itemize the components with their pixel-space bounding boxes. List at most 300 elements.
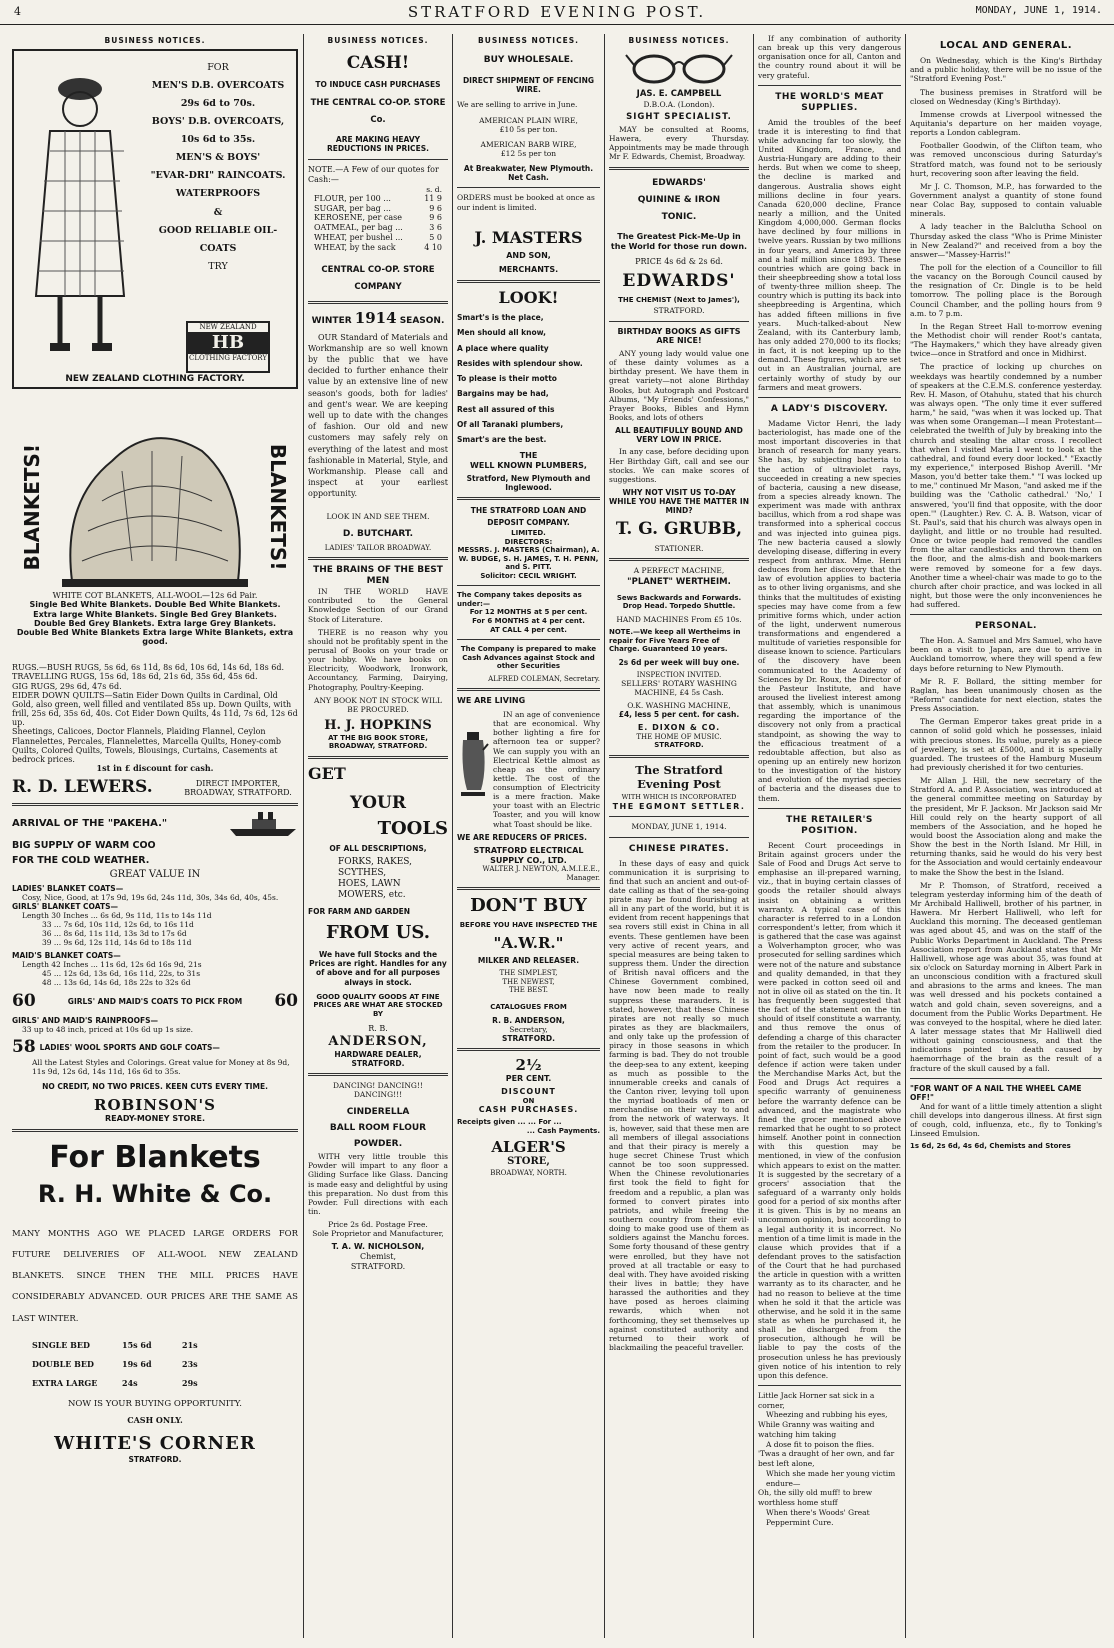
rugs-line: TRAVELLING RUGS, 15s 6d, 18s 6d, 21s 6d, 35s 6d, 45s 6d. (12, 672, 258, 682)
personal-item: Mr Allan J. Hill, the new secretary of the Stratford A. and P. Association, was introduced at the general committee meeting on Saturday by the president, Mr F. Jackson. Mr Jackson said Mr Hill could rely on the hearty support of all members of the Association, and he hoped he would boost the Association along and make the Show the best in the North Island. Mr Hill, in returning thanks, said he would do his very best for the Association and would certainly endeavour to make the Show the best in the Island. (910, 776, 1102, 877)
dixon-firm: E. DIXON & CO. (637, 722, 721, 732)
quote-item: KEROSENE, per case (314, 213, 402, 223)
article-body: Madame Victor Henri, the lady bacteriologist, has made one of the most important discoveries in that branch of research for many years. She has, by subjecting bacteria to the action of ultraviolet rays, succeeded in creating a new species of bacteria, causing a new disease, from a species already known. The experiment was made with anthrax bacillus, which from a rod shape was transformed into a spherical coccus and was injected into guinea pigs. The new bacteria caused a slowly developing disease, differing in every respect from anthrax. Mme. Henri deduces from her discovery that the law of evolution applies to bacteria as to other living organisms, and she thinks that the multitudes of existing species may have come from a few primitive forms which, under action of the light, underwent numerous transformations and engendered a multitude of varieties responsible for disease known to science. Particulars of the discovery have been communicated to the Academy of Sciences by Dr. Roux, the Director of the Pasteur Institute, and have aroused the liveliest interest among that assembly, which is unanimous regarding the importance of the discovery not only from a practical standpoint, as showing the way to the efficacious treatment of a redoubtable affection, but also as opening up an entirely new horizon to the investigation of the history and evolution of the myriad species of bacteria and the diseases due to them. (758, 418, 901, 803)
quote-note: NOTE.—A Few of our quotes for Cash:— (308, 165, 439, 185)
edwards-town: STRATFORD. (653, 306, 705, 316)
column-1 (12, 34, 298, 1638)
hopkins-firm: H. J. HOPKINS (324, 717, 432, 733)
local-item: Mr J. C. Thomson, M.P., has forwarded to the Government analyst a quantity of stone found near Colac Bay, supposed to contain valuable minerals. (910, 181, 1102, 219)
ball-room-flour: BALL ROOM FLOUR (329, 1122, 427, 1133)
ad-line: 29s 6d to 70s. (180, 98, 256, 110)
sports-detail: All the Latest Styles and Colorings. Great value for Money at 8s 9d, 11s 9d, 12s 6d, 14s 11d, 16s 6d to 35s. (32, 1058, 290, 1077)
verse-line: Which she made her young victim endure— (766, 1468, 896, 1488)
perfect-machine: A PERFECT MACHINE, (633, 566, 725, 576)
chinese-pirates-article (609, 844, 749, 1353)
ok-washer: O.K. WASHING MACHINE, (627, 700, 731, 710)
hopkins-p2: THERE is no reason why you should not be profitably spent in the perusal of Books on your trade or your hobby. We have books on Electricity, Woodwork, Ironwork, Accountancy, Farming, Dairying, Photography, Poultry-Keeping. (308, 627, 448, 692)
sight-specialist: SIGHT SPECIALIST. (626, 111, 732, 122)
column-rule (303, 34, 304, 1638)
campbell-ad (609, 49, 749, 161)
quote-price: 9 6 (429, 213, 442, 223)
planet-wertheim: "PLANET" WERTHEIM. (627, 577, 731, 588)
rotary-washer: SELLERS' ROTARY WASHING MACHINE, £4 5s Cash. (621, 679, 737, 698)
whites-corner-firm: WHITE'S CORNER (54, 1433, 256, 1455)
lewers-blankets-ad (12, 395, 298, 663)
acrostic-line: Rest all assured of this (457, 404, 555, 414)
sports-coats: LADIES' WOOL SPORTS AND GOLF COATS— (39, 1043, 220, 1053)
local-item: Immense crowds at Liverpool witnessed the Aquitania's departure on her maiden voyage, reports a London cablegram. (910, 109, 1102, 138)
hand-machines: HAND MACHINES From £5 10s. (616, 614, 742, 624)
all-descriptions: OF ALL DESCRIPTIONS, (329, 844, 427, 854)
verse-line: 'Twas a draught of her own, and far best left alone, (758, 1449, 895, 1469)
discount: DISCOUNT (501, 1086, 556, 1096)
anderson-hardware-ad (308, 764, 448, 1068)
price-line: 33 ... 7s 6d, 10s 11d, 12s 6d, to 16s 11d (42, 920, 194, 930)
simplest-newest: THE SIMPLEST, THE NEWEST, THE BEST. (499, 969, 558, 995)
farm-garden: FOR FARM AND GARDEN (308, 907, 411, 917)
price-line: Length 42 Inches ... 11s 6d, 12s 6d 16s 9d, 21s (22, 960, 202, 970)
powder: POWDER. (353, 1138, 403, 1149)
plumbers-firm: WELL KNOWN PLUMBERS, (470, 461, 587, 471)
butchart-ad (308, 309, 448, 552)
tools-word: TOOLS (377, 818, 448, 840)
selling-line: We are selling to arrive in June. (457, 100, 578, 110)
local-item: On Wednesday, which is the King's Birthday and a public holiday, there will be no issue of the "Stratford Evening Post." (910, 56, 1102, 84)
algers-firm: ALGER'S (491, 1138, 566, 1157)
local-item: In the Regan Street Hall to-morrow evening the Methodist choir will render Root's cantata, "The Haymakers," which they have already given twice—once in Stratford and once in Midhirst. (910, 321, 1102, 359)
cash-payments: ... Cash Payments. (526, 1126, 600, 1135)
column-rule (753, 34, 754, 1638)
blanket-line: Extra large White Blankets. Single Bed Grey Blankets. (33, 609, 277, 619)
ad-line: BOYS' D.B. OVERCOATS, (151, 116, 285, 128)
local-item: The practice of locking up churches on weekdays was heartily condemned by a number of speakers at the C.E.M.S. conference yesterday. Rev. H. Mason, of Otahuhu, stated that his church was always open. "The only time it ever suffered harm," he said, "was when it was locked up. That was when some Orangeman—I mean Protestant—celebrated the twelfth of July by breaking into the church and stealing the altar cross. I recollect that when I visited Maria I went to look at the cathedral, and found every door locked." "Exactly my experience," interposed Bishop Averill. "Mr Mason, you'd better take them." "I was locked up to me," continued Mr Mason, "and asked me if the building was the 'Catholic cathedral.' 'No,' I answered, 'you'll find that opposite, with the door open.'" (Laughter.) Rev. C. A. B. Watson, vicar of St. Paul's, said that his church was always open in daylight, and little or no trouble had resulted. Once or twice people had removed the candles from the altar candlesticks and thrown them on the floor, and the alms-dish and book-markers were removed by someone for a few days. Another time a wheel-chair was made to go to the church after choir practice, and was locked in all night, but those were the only inconveniences he had suffered. (910, 362, 1102, 610)
column-rule (452, 34, 453, 1638)
bed-price: 29s (182, 1378, 198, 1389)
steamship-illustration (228, 811, 298, 837)
pick-me-up: The Greatest Pick-Me-Up in the World for those run down. (610, 231, 748, 251)
quote-price: 5 0 (429, 232, 442, 242)
directors-names: MESSRS. J. MASTERS (Chairman), A. W. BUDGE, S. H. JAMES, T. H. PENN, and S. PITT. (457, 546, 600, 572)
on-word: ON (522, 1096, 535, 1105)
column-rule (604, 34, 605, 1638)
sixty-right: 60 (274, 991, 298, 1012)
grubb-body: ANY young lady would value one of these dainty volumes as a birthday present. We have them in great variety—not alone Birthday Books, but Autograph and Postcard Albums, "My Friends' Confessions," Prayer Books, Bibles and Hymn Books, and lots of others (609, 349, 749, 422)
acrostic (457, 311, 600, 447)
cash-heading: CASH! (346, 53, 410, 74)
editorial-date: MONDAY, JUNE 1, 1914. (631, 822, 727, 832)
local-general-heading: LOCAL AND GENERAL. (939, 40, 1073, 51)
column-rule (905, 34, 906, 1638)
full-stocks: We have full Stocks and the Prices are right. Handles for any of above and for all purposes always in stock. (309, 950, 447, 987)
cinderella: CINDERELLA (346, 1106, 410, 1117)
personal-item: Mr P. Thomson, of Stratford, received a telegram yesterday informing him of the death of Mr Archibald Halliwell, brother of his partner, in Hawera. Mr Herbert Halliwell, who left for Auckland this morning. The deceased gentleman was aged about 45, and was on the staff of the Public Works Department in Auckland. The Press Association report from Auckland states that Mr Halliwell, whose age was about 35, was found at six o'clock on Saturday morning in Albert Park in an unconscious condition with a fractured skull and abrasions to the arms and knees. The man was well dressed and his pockets contained a watch and gold chain, seven sovereigns, and a document from the Public Works Department. He was conveyed to the hospital, where he died later. A later message states that Mr Halliwell died without gaining consciousness, and that the indications pointed to death caused by haemorrhage of the brain as the result of a fracture of the skull caused by a fall. (910, 880, 1102, 1073)
lewers-address: DIRECT IMPORTER, BROADWAY, STRATFORD. (184, 778, 292, 798)
awr-secretary: Secretary, (509, 1024, 548, 1034)
bed-price: 19s 6d (122, 1358, 152, 1369)
personal-item: The Hon. A. Samuel and Mrs Samuel, who have been on a visit to Japan, are due to arrive in Auckland tomorrow, where they will spend a few days before returning to New Plymouth. (910, 636, 1102, 673)
local-item: Footballer Goodwin, of the Clifton team, who was removed unconscious during Saturday's Stratford match, was found not to be seriously hurt, recovering soon after leaving the field. (910, 141, 1102, 178)
ad-line: "EVAR-DRI" RAINCOATS. (150, 170, 286, 182)
incorporated-line: WITH WHICH IS INCORPORATED (621, 792, 737, 801)
quote-price: 9 6 (429, 203, 442, 213)
butchart-body: OUR Standard of Materials and Workmanship are so well known by the public that we have decided to further enhance their value by an extensive line of new season's goods, both for ladies' and gent's wear. We are keeping well up to date with the changes of fashion. Our old and new customers may safely rely on everything of the latest and most fashionable in Material, Style, and Workmanship. Please call and inspect at your earliest opportunity. (308, 332, 448, 499)
before-inspected: BEFORE YOU HAVE INSPECTED THE (459, 921, 598, 930)
acrostic-line: To please is their motto (457, 374, 557, 384)
price-line: 48 ... 13s 6d, 14s 6d, 18s 22s to 32s 6d (42, 978, 191, 988)
electrical-ad (457, 696, 600, 882)
ad-line: MEN'S D.B. OVERCOATS (151, 80, 285, 92)
price-line: 45 ... 12s 6d, 13s 6d, 16s 11d, 22s, to 31s (42, 969, 201, 979)
awr-firm: R. B. ANDERSON, (492, 1015, 565, 1025)
loan-heading: THE STRATFORD LOAN AND DEPOSIT COMPANY. (470, 506, 587, 528)
column-2 (308, 34, 448, 1638)
butchart-addr: LADIES' TAILOR BROADWAY. (324, 543, 432, 552)
central-coop-firm: CENTRAL CO-OP. STORE COMPANY (321, 265, 435, 293)
reductions-line: ARE MAKING HEAVY REDUCTIONS IN PRICES. (327, 135, 429, 154)
bed-size: EXTRA LARGE (32, 1378, 98, 1389)
blanket-line: Double Bed Grey Blankets. Extra large Grey Blankets. (34, 618, 276, 628)
quote-item: WHEAT, by the sack (314, 242, 396, 252)
cash-discount: £4, less 5 per cent. for cash. (618, 709, 740, 719)
ad-line: 10s 6d to 35s. (180, 134, 256, 146)
deposits-line: The Company takes deposits as under:— (457, 591, 582, 608)
price-line: LADIES' BLANKET COATS— (12, 884, 124, 894)
egmont-settler: THE EGMONT SETTLER. (612, 801, 746, 811)
article-heading: CHINESE PIRATES. (628, 843, 730, 854)
hopkins-sub: AT THE BIG BOOK STORE, BROADWAY, STRATFORD. (328, 733, 428, 751)
robinsons-firm: ROBINSON'S (94, 1095, 216, 1114)
robinsons-ad (12, 811, 298, 1124)
tonking-body: And for want of a little timely attention a slight chill develops into dangerous illness. At first sign of cough, cold, influenza, etc., fly to Tonking's Linseed Emulsion. (910, 1101, 1102, 1139)
edwards-heading: EDWARDS' (652, 177, 706, 188)
sixty-left: 60 (12, 991, 36, 1012)
ad-line: FOR (207, 62, 229, 74)
algers-addr: BROADWAY, NORTH. (490, 1168, 567, 1177)
quote-list (308, 194, 448, 253)
dixon-town: STRATFORD. (654, 741, 704, 750)
barb-wire: AMERICAN BARB WIRE, (480, 139, 577, 149)
the-word: THE (519, 451, 538, 461)
pakeha-arrival: ARRIVAL OF THE "PAKEHA." (12, 818, 168, 830)
column-6 (910, 34, 1102, 1638)
acrostic-line: Bargains may be had, (457, 389, 549, 399)
nicholson-body: WITH very little trouble this Powder will impart to any floor a Gliding Surface like Glass. Dancing is made easy and delightful by using this preparation. No dust from this Powder. Full directions with each tin. (308, 1152, 448, 1216)
look-in-line: LOOK IN AND SEE THEM. (326, 511, 430, 521)
verse-line: Oh, the silly old muff! to brew worthless home stuff (758, 1488, 873, 1508)
price-postage: Price 2s 6d. Postage Free. (328, 1220, 428, 1230)
rate-line: For 12 MONTHS at 5 per cent. (469, 608, 588, 617)
rate-line: AT CALL 4 per cent. (490, 625, 567, 634)
grubb-body-2: In any case, before deciding upon Her Birthday Gift, call and see our stocks. We can make scores of suggestions. (609, 447, 749, 484)
grubb-ad (609, 327, 749, 554)
nicholson-ad (308, 1081, 448, 1271)
rugs-quilts (12, 663, 298, 773)
butchart-firm: D. BUTCHART. (342, 528, 414, 539)
quote-item: FLOUR, per 100 ... (314, 193, 391, 203)
edwards-tonic-ad (609, 175, 749, 316)
badge-bottom: CLOTHING FACTORY (189, 353, 267, 362)
nicholson-town: STRATFORD. (350, 1261, 406, 1271)
campbell-name: JAS. E. CAMPBELL (636, 89, 722, 100)
electrical-firm: STRATFORD ELECTRICAL SUPPLY CO., LTD. (473, 845, 584, 865)
bed-price: 24s (122, 1378, 138, 1389)
local-item: The poll for the election of a Councillor to fill the vacancy on the Borough Council caused by the resignation of Cr. Dingle is to be held tomorrow. The polling place is the Borough Council Chamber, and the polling hours from 9 a.m. to 7 p.m. (910, 263, 1102, 318)
electrical-body: IN an age of convenience that are economical. Why bother lighting a fire for afternoon tea or supper? We can supply you with an Electrical Kettle almost as cheap as the ordinary kettle. The cost of the consumption of Electricity is a mere fraction. Make your toast with an Electric Toaster, and you will know what Toast should be like. (493, 709, 600, 829)
column-3 (457, 34, 600, 1638)
edwards-price: PRICE 4s 6d & 2s 6d. (635, 257, 723, 267)
badge-top: NEW ZEALAND (199, 323, 257, 332)
receipts-line: Receipts given ... ... For ... (457, 1118, 562, 1127)
why-not-visit: WHY NOT VISIT US TO-DAY WHILE YOU HAVE THE MATTER IN MIND? (609, 487, 749, 516)
masters-ad (457, 55, 600, 275)
local-item: The business premises in Stratford will be closed on Wednesday (King's Birthday). (910, 87, 1102, 106)
rugs-line: RUGS.—BUSH RUGS, 5s 6d, 6s 11d, 8s 6d, 10s 6d, 14s 6d, 18s 6d. (12, 663, 284, 673)
blankets-prices (12, 591, 298, 646)
badge-mid: HB (188, 332, 268, 354)
lewers-signoff (12, 777, 298, 798)
loan-limited: LIMITED. (511, 529, 546, 538)
per-cent: PER CENT. (505, 1074, 552, 1084)
bed-size: DOUBLE BED (32, 1358, 94, 1369)
from-us: FROM US. (326, 922, 430, 944)
coat-prices (12, 884, 298, 987)
tonic: TONIC. (661, 211, 697, 222)
bed-size: SINGLE BED (32, 1339, 90, 1350)
buying-opportunity: NOW IS YOUR BUYING OPPORTUNITY. (67, 1399, 243, 1410)
blankets-side-left: BLANKETS! (19, 444, 44, 571)
beautifully-bound: ALL BEAUTIFULLY BOUND AND VERY LOW IN PRICE. (615, 426, 743, 445)
rainproofs-detail: 33 up to 48 inch, priced at 10s 6d up 1s size. (22, 1025, 194, 1035)
local-item: A lady teacher in the Balclutha School on Thursday asked the class "Who is Prime Minister in New Zealand?" and received from a boy the answer—"Massey-Harris!" (910, 222, 1102, 259)
orders-line: ORDERS must be booked at once as our indent is limited. (457, 193, 595, 212)
verse-line: Little Jack Horner sat sick in a corner, (758, 1390, 875, 1410)
business-notices-heading: BUSINESS NOTICES. (104, 36, 206, 45)
loan-company-ad (457, 505, 600, 683)
rainproofs: GIRLS' AND MAID'S RAINPROOFS— (12, 1016, 159, 1026)
quote-price: 3 6 (429, 223, 442, 233)
ad-line: & (213, 206, 223, 218)
personal-item: The German Emperor takes great pride in a cannon of solid gold which he possesses, inlaid with precious stones. Its value, purely as a piece of jewellery, is set at £5000, and it is specially guarded. The trustees of the Hamburg Museum had previously cherished it for two centuries. (910, 717, 1102, 772)
sole-proprietor: Sole Proprietor and Manufacturer, (312, 1229, 444, 1239)
secretary: ALFRED COLEMAN, Secretary. (488, 674, 600, 683)
paper-nameplate: The Stratford Evening Post (635, 762, 723, 791)
milker-releaser: MILKER AND RELEASER. (477, 956, 580, 966)
ad-line: GOOD RELIABLE OIL-COATS (158, 224, 278, 254)
quote-item: WHEAT, per bushel ... (314, 232, 403, 242)
masthead (0, 0, 1114, 25)
masters-son: AND SON, (506, 251, 551, 261)
newspaper-title: STRATFORD EVENING POST. (407, 3, 707, 21)
business-notices-heading: BUSINESS NOTICES. (478, 36, 579, 45)
smarts-plumbers-ad (457, 288, 600, 493)
verse-line: While Granny was waiting and watching him taking (758, 1420, 875, 1439)
barb-wire-price: £12 5s per ton (500, 148, 557, 158)
article-heading: THE RETAILER'S POSITION. (786, 814, 873, 836)
awr-milker-ad (457, 895, 600, 1042)
electric-kettle-icon (457, 710, 489, 806)
acrostic-line: Resides with splendour show. (457, 358, 583, 368)
article-body: Recent Court proceedings in Britain against grocers under the Sale of Food and Drugs Act serve to emphasise an ill-prepared warning, viz., that in buying certain classes of goods the retailer should always insist on obtaining a written warranty. A typical case of this character is referred to in a London correspondent's letter, from which it is gathered that the case was against a Wolverhampton grocer, who was prosecuted for selling sardines which were not of the nature and substance and quality demanded, in that they were packed in cotton seed oil and not in olive oil as stated on the tin. It has frequently been suggested that the fact of the statement on the tin should of itself constitute a warranty, and thus remove the onus of defending a charge of this character from the retailer to the producer. In point of fact, such would be a good defence if action were taken under the Merchandise Marks Act, but the Food and Drugs Act requires a specific warranty of genuineness before the warranty defence can be advanced, and the magistrate who fined the grocer mentioned above remarked that he ought to so protect himself. Another point in connection with this question may be mentioned, in view of the confusion which appears to exist on the matter. It is suggested by the secretary of a grocers' association that the safeguard of a warranty only holds good for a period of six months after it is given. This is by no means an uncommon opinion, but according to a legal authority it is incorrect. No mention of a time limit is made in the clause which provides that if a defendant proves to the satisfaction of the Court that he had purchased the article in question with a written warranty as to its character, and he had no reason to believe at the time when he sold it that the article was otherwise, and he sold it in the same state as when he purchased it, he shall be discharged from the prosecution, although he will be liable to pay the costs of the prosecution unless he has previously given notice of his intention to rely upon this defence. (758, 840, 901, 1380)
blanket-line: Single Bed White Blankets. Double Bed White Blankets. (29, 600, 281, 610)
your-word: YOUR (350, 793, 406, 814)
peppermint-cure-verse (758, 1391, 901, 1528)
directors: DIRECTORS: (504, 537, 553, 546)
page-number: 4 (14, 5, 21, 18)
campbell-degree: D.B.O.A. (London). (643, 99, 715, 109)
awr-name: "A.W.R." (493, 933, 564, 952)
great-value-line: GREAT VALUE IN (109, 869, 201, 881)
dixon-ad (609, 566, 749, 749)
issue-date: MONDAY, JUNE 1, 1914. (975, 5, 1102, 16)
article-heading: A LADY'S DISCOVERY. (770, 403, 889, 414)
verse-line: A dose fit to poison the flies. (766, 1439, 875, 1449)
good-quality: GOOD QUALITY GOODS AT FINE PRICES ARE WHAT ARE STOCKED BY (313, 992, 443, 1018)
sheetings-line: Sheetings, Calicoes, Doctor Flannels, Plaiding Flannel, Ceylon Flannelettes, Percales, Flannelettes, Marcella Quilts, Honey-comb Quilts, Colored Quilts, Towels, Blousings, Curtains, Casements at bedrock prices. (12, 727, 282, 765)
acrostic-line: A place where quality (457, 343, 549, 353)
central-coop-ad (308, 53, 448, 296)
blanket-stack-illustration (52, 401, 258, 591)
ad-line: TRY (208, 260, 228, 272)
quote-price: 4 10 (424, 242, 442, 252)
tonking-price: 1s 6d, 2s 6d, 4s 6d, Chemists and Stores (910, 1142, 1071, 1151)
merchants: MERCHANTS. (498, 264, 559, 274)
white-corner-ad (12, 1140, 298, 1465)
column-4 (609, 34, 749, 1638)
lewers-firm: R. D. LEWERS. (12, 777, 153, 798)
personal-item: Mr R. F. Bollard, the sitting member for Raglan, has been unanimously chosen as the "Reform" candidate for next election, states the Press Association. (910, 676, 1102, 714)
fifty-eight: 58 (12, 1037, 36, 1058)
article-continuation: If any combination of authority can break up this very dangerous organisation once for all, Canton and the country round about it will be very grateful. (758, 34, 901, 80)
living-heading: WE ARE LIVING (457, 696, 526, 706)
price-line: GIRLS' BLANKET COATS— (12, 902, 118, 912)
column-5 (758, 34, 901, 1638)
get-word: GET (308, 763, 346, 783)
acrostic-line: Smart's are the best. (457, 435, 547, 445)
sd-header: s. d. (426, 184, 442, 194)
advances-line: The Company is prepared to make Cash Advances against Stock and other Securities (460, 645, 597, 671)
year-1914: 1914 (354, 309, 397, 328)
verse-line: Wheezing and rubbing his eyes, (766, 1410, 888, 1420)
electrical-manager: WALTER J. NEWTON, A.M.I.E.E., Manager. (482, 865, 600, 882)
warm-coo-line: BIG SUPPLY OF WARM COO (12, 840, 156, 852)
per-week: 2s 6d per week will buy one. (618, 657, 740, 667)
hb-badge-logo (186, 321, 270, 373)
edwards-chemist: THE CHEMIST (Next to James'), (618, 295, 740, 304)
white-price-table (32, 1336, 298, 1394)
rb-initials: R. B. (368, 1024, 388, 1034)
acrostic-line: Smart's is the place, (457, 313, 544, 323)
ad-line: WATERPROOFS (175, 188, 261, 200)
ad-line: MEN'S & BOYS' (175, 152, 261, 164)
no-credit: NO CREDIT, NO TWO PRICES. KEEN CUTS EVERY TIME. (42, 1081, 268, 1091)
for-blankets-heading: For Blankets (49, 1139, 261, 1175)
season-word: SEASON. (399, 316, 445, 327)
stationer: STATIONER. (654, 544, 704, 554)
boy-in-overcoat-illustration (20, 61, 140, 361)
bed-price: 21s (182, 1339, 198, 1350)
winter-word: WINTER (311, 316, 352, 327)
cash-only: CASH ONLY. (127, 1414, 183, 1425)
robinsons-sub: READY-MONEY STORE. (105, 1113, 205, 1123)
reducers-line: WE ARE REDUCERS OF PRICES. (457, 832, 588, 842)
hopkins-ad (308, 565, 448, 751)
quinine-iron: QUININE & IRON (637, 194, 721, 205)
plumbers-sub: Stratford, New Plymouth and Inglewood. (466, 473, 591, 493)
home-of-music: THE HOME OF MUSIC. (636, 732, 722, 741)
rh-white-heading: R. H. White & Co. (37, 1180, 273, 1209)
quote-item: SUGAR, per bag ... (314, 203, 391, 213)
plain-wire: AMERICAN PLAIN WIRE, (479, 115, 578, 125)
quilts-line: EIDER DOWN QUILTS—Satin Eider Down Quilts in Cardinal, Old Gold, also green, well filled and ventilated 85s up. Down Quilts, with frill, 25s 6d, 35s 6d, 40s. Cot Eider Down Quilts, 4s 11d, 7s 6d, 12s 6d up. (12, 690, 298, 728)
quote-price: 11 9 (424, 193, 442, 203)
algers-ad (457, 1056, 600, 1177)
quote-item: OATMEAL, per bag ... (314, 223, 403, 233)
anderson-sub: HARDWARE DEALER, STRATFORD. (334, 1049, 422, 1069)
spectacles-icon (624, 49, 734, 85)
editorial-nameplate (609, 763, 749, 838)
verse-line: When there's Woods' Great Peppermint Cure. (766, 1507, 870, 1527)
price-line: Length 30 Inches ... 6s 6d, 9s 11d, 11s to 14s 11d (22, 911, 212, 921)
overcoat-ad-text (144, 59, 292, 276)
plain-wire-price: £10 5s per ton. (499, 124, 558, 134)
business-notices-heading: BUSINESS NOTICES. (628, 36, 730, 45)
campbell-body: MAY be consulted at Rooms, Hawera, every Thursday. Appointments may be made through Mr F. Edwards, Chemist, Broadway. (609, 125, 749, 162)
whites-town: STRATFORD. (128, 1455, 182, 1465)
hopkins-p1: IN THE WORLD HAVE contributed to the General Knowledge Section of our Grand Stock of Literature. (308, 587, 448, 624)
look-heading: LOOK! (498, 287, 559, 307)
masters-firm: J. MASTERS (474, 227, 583, 247)
sews-line: Sews Backwards and Forwards. Drop Head. Torpedo Shuttle. (616, 593, 742, 611)
brains-heading: THE BRAINS OF THE BEST MEN (313, 565, 443, 587)
white-body: MANY MONTHS AGO WE PLACED LARGE ORDERS FOR FUTURE DELIVERIES OF ALL-WOOL NEW ZEALAND BLANKETS. SINCE THEN THE MILL PRICES HAVE CONSIDERABLY ADVANCED. OUR PRICES ARE THE SAME AS LAST WINTER. (12, 1228, 298, 1324)
dont-buy: DON'T BUY (470, 895, 587, 917)
rugs-line: GIG RUGS, 29s 6d, 47s 6d. (12, 681, 122, 691)
cold-weather-line: FOR THE COLD WEATHER. (12, 854, 150, 866)
hopkins-p3: ANY BOOK NOT IN STOCK WILL BE PROCURED. (314, 695, 442, 714)
breakwater: At Breakwater, New Plymouth. Net Cash. (463, 164, 594, 183)
blankets-side-right: BLANKETS! (266, 444, 291, 571)
price-line: MAID'S BLANKET COATS— (12, 951, 121, 961)
nicholson-firm: T. A. W. NICHOLSON, (331, 1242, 425, 1252)
chemist: Chemist, (359, 1252, 396, 1262)
birthday-books: BIRTHDAY BOOKS AS GIFTS ARE NICE! (617, 326, 741, 346)
acrostic-line: Of all Taranaki plumbers, (457, 419, 564, 429)
blanket-line: WHITE COT BLANKETS, ALL-WOOL—12s 6d Pair. (52, 591, 258, 601)
nz-clothing-footer: NEW ZEALAND CLOTHING FACTORY. (65, 374, 245, 385)
coats-to-pick: GIRLS' AND MAID'S COATS TO PICK FROM (67, 997, 243, 1007)
wertheim-note: NOTE.—We keep all Wertheims in repair for Five Years Free of Charge. Guaranteed 10 years. (609, 628, 741, 654)
article-heading: THE WORLD'S MEAT SUPPLIES. (775, 91, 884, 113)
discount-line: 1st in £ discount for cash. (96, 763, 214, 774)
awr-town: STRATFORD. (502, 1033, 555, 1043)
dancing-line: DANCING! DANCING!! DANCING!!! (333, 1081, 423, 1100)
solicitor: Solicitor: CECIL WRIGHT. (480, 571, 577, 580)
price-line: 39 ... 9s 6d, 12s 11d, 14s 6d to 18s 11d (42, 938, 192, 948)
fencing-wire: DIRECT SHIPMENT OF FENCING WIRE. (462, 76, 595, 95)
cash-purchases: CASH PURCHASES. (478, 1105, 579, 1115)
bed-price: 15s 6d (122, 1339, 152, 1350)
blanket-line: Double Bed White Blankets Extra large White Blankets, extra good. (16, 627, 294, 647)
tonking-heading: "FOR WANT OF A NAIL THE WHEEL CAME OFF!" (910, 1083, 1082, 1102)
anderson-firm: ANDERSON, (328, 1034, 428, 1050)
algers-store: STORE, (507, 1156, 550, 1168)
tools-list: FORKS, RAKES, SCYTHES, HOES, LAWN MOWERS, etc. (338, 857, 412, 901)
inspection-invited: INSPECTION INVITED. (636, 670, 722, 679)
coop-name: THE CENTRAL CO-OP. STORE Co. (310, 98, 446, 126)
article-body: In these days of easy and quick communication it is surprising to find that such an ancient and out-of-date calling as that of the sea-going pirate may be found flourishing at all in any part of the world, but it is evident from recent happenings that sea rovers still exist in China in all events. These gentlemen have been very active of recent years, and special measures are being taken to suppress them. Under the direction of British naval officers and the Chinese Government combined, have now been made to really suppress these marauders. It is stated, however, that these Chinese pirates are not really so much pirates as they are blackmailers, and only take up the profession of piracy in those seasons in which farming is bad. They do not trouble the deep-sea to any extent, keeping as much as possible to the innumerable creeks and canals of the Canton river, levying toll upon the myriad boatloads of men or merchandise on their way to and from the network of waterways. It is, however, said that these men are all members of illegal associations and that their piracy is merely a huge secret Chinese Trust which cannot be too soon suppressed. When the Chinese revolutionaries first took the field to fight for freedom and a republic, a plan was formed to convert pirates into patriots, and while freeing the southern country from their evil-doing to make good use of them as soldiers against the Manchu forces. Some forty thousand of these gentry were enrolled, but they have not proved at all tractable or easy to deal with. They have avoided risking their lives in battle; they have harassed the authorities and they have posed as heroes claiming rewards, which when not forthcoming, they set themselves up against constituted authority and returned to their work of blackmailing the peaceful traveller. (609, 858, 749, 1352)
article-body: Amid the troubles of the beef trade it is interesting to find that while advancing far too slowly, the United Kingdom, France, and Austria-Hungary are adding to their herds. But when we come to sheep, the decline is marked and dangerous. Australia shows eight millions decline in four years. Canada 620,000 decline, France nearly a million, and the United Kingdom 4,000,000. German flocks have declined by four millions in twelve years. Russian by two millions in four years, and America by three and a half million since 1893. These countries which are going back in their sheepbreeding show a total loss of twenty-three million sheep. The country which is putting its back into sheepbreeding is Argentina, which has added fifteen millions in five years. Much-talked-about New Zealand, with its Canterbury lamb, has only added 270,000 to its flocks; in fact, it is not keeping up to the demand. These figures, which are set out in an Australian journal, are certainly worthy of study by our farmers and meat growers. (758, 117, 901, 392)
induce-line: TO INDUCE CASH PURCHASES (315, 79, 441, 89)
